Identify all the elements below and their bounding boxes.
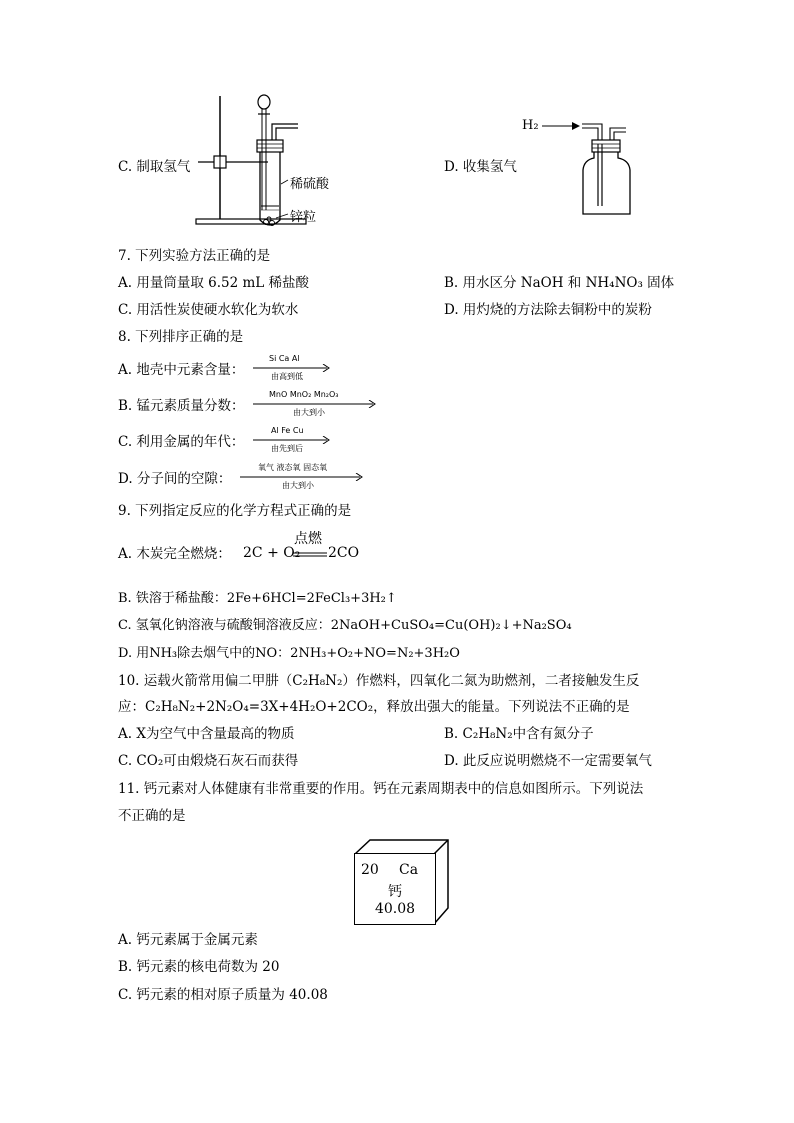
- q11-option-c: C. 钙元素的相对原子质量为 40.08: [118, 987, 328, 1003]
- arrow-right-icon: [253, 400, 379, 408]
- q8-c-top-text: Al Fe Cu: [271, 426, 304, 435]
- q10-stem-line2: 应：C₂H₈N₂+2N₂O₄=3X+4H₂O+2CO₂，释放出强大的能量。下列说法不正确的是: [118, 699, 630, 715]
- element-name: 钙: [388, 884, 402, 900]
- q8-stem: 8. 下列排序正确的是: [118, 329, 244, 345]
- q10-option-d: D. 此反应说明燃烧不一定需要氧气: [444, 753, 652, 769]
- atomic-number: 20: [361, 862, 379, 878]
- arrow-right-icon: [253, 436, 333, 444]
- q10-stem-line1: 10. 运载火箭常用偏二甲肼（C₂H₈N₂）作燃料，四氧化二氮为助燃剂，二者接触发生反: [118, 673, 640, 689]
- q8-c-bottom-text: 由先到后: [271, 444, 303, 453]
- q8-option-c: C. 利用金属的年代：: [118, 434, 245, 450]
- arrow-right-icon: [253, 364, 333, 372]
- q7-option-d: D. 用灼烧的方法除去铜粉中的炭粉: [444, 302, 652, 318]
- q10-option-c: C. CO₂可由煅烧石灰石而获得: [118, 753, 299, 769]
- double-line-equals-icon: [293, 552, 327, 558]
- option-6d-label: D. 收集氢气: [444, 159, 517, 175]
- q9-option-b: B. 铁溶于稀盐酸：2Fe+6HCl=2FeCl₃+3H₂↑: [118, 591, 397, 606]
- q9-a-condition: 点燃: [294, 531, 322, 547]
- zinc-granules-label: 锌粒: [290, 210, 317, 225]
- h2-label: H₂: [522, 118, 539, 133]
- q9-a-products: 2CO: [328, 545, 360, 561]
- q8-a-bottom-text: 由高到低: [271, 372, 303, 381]
- arrow-right-icon: [240, 473, 366, 481]
- q8-option-a: A. 地壳中元素含量：: [118, 362, 245, 378]
- gas-collection-bottle: [540, 114, 640, 218]
- option-6c-label: C. 制取氢气: [118, 159, 191, 175]
- q8-b-top-text: MnO MnO₂ Mn₂O₃: [269, 390, 339, 399]
- q9-a-reactants: 2C + O₂: [243, 545, 301, 561]
- q8-option-b: B. 锰元素质量分数：: [118, 398, 245, 414]
- q11-option-b: B. 钙元素的核电荷数为 20: [118, 959, 280, 975]
- q7-stem: 7. 下列实验方法正确的是: [118, 248, 271, 264]
- calcium-periodic-cell: [354, 853, 436, 925]
- q11-stem-line2: 不正确的是: [118, 808, 186, 824]
- q10-option-b: B. C₂H₈N₂中含有氮分子: [444, 726, 594, 742]
- q8-a-top-text: Si Ca Al: [269, 354, 300, 363]
- element-symbol: Ca: [399, 862, 419, 878]
- q8-d-top-text: 氧气 液态氧 固态氧: [258, 463, 328, 472]
- q7-option-a: A. 用量筒量取 6.52 mL 稀盐酸: [118, 275, 310, 291]
- q9-option-d: D. 用NH₃除去烟气中的NO：2NH₃+O₂+NO=N₂+3H₂O: [118, 646, 460, 661]
- q10-option-a: A. X为空气中含量最高的物质: [118, 726, 295, 742]
- dilute-sulfuric-acid-label: 稀硫酸: [290, 177, 330, 192]
- q8-option-d: D. 分子间的空隙：: [118, 471, 232, 487]
- q11-stem-line1: 11. 钙元素对人体健康有非常重要的作用。钙在元素周期表中的信息如图所示。下列说法: [118, 781, 644, 797]
- q8-b-bottom-text: 由大到小: [293, 408, 325, 417]
- q8-d-bottom-text: 由大到小: [282, 481, 314, 490]
- q11-option-a: A. 钙元素属于金属元素: [118, 932, 258, 948]
- q7-option-c: C. 用活性炭使硬水软化为软水: [118, 302, 299, 318]
- q9-stem: 9. 下列指定反应的化学方程式正确的是: [118, 503, 352, 519]
- q7-option-b: B. 用水区分 NaOH 和 NH₄NO₃ 固体: [444, 275, 675, 291]
- hydrogen-generation-apparatus: [190, 92, 340, 232]
- atomic-mass: 40.08: [374, 901, 416, 917]
- q9-option-a-label: A. 木炭完全燃烧：: [118, 546, 231, 562]
- q9-option-c: C. 氢氧化钠溶液与硫酸铜溶液反应：2NaOH+CuSO₄=Cu(OH)₂↓+Na₂SO₄: [118, 618, 572, 633]
